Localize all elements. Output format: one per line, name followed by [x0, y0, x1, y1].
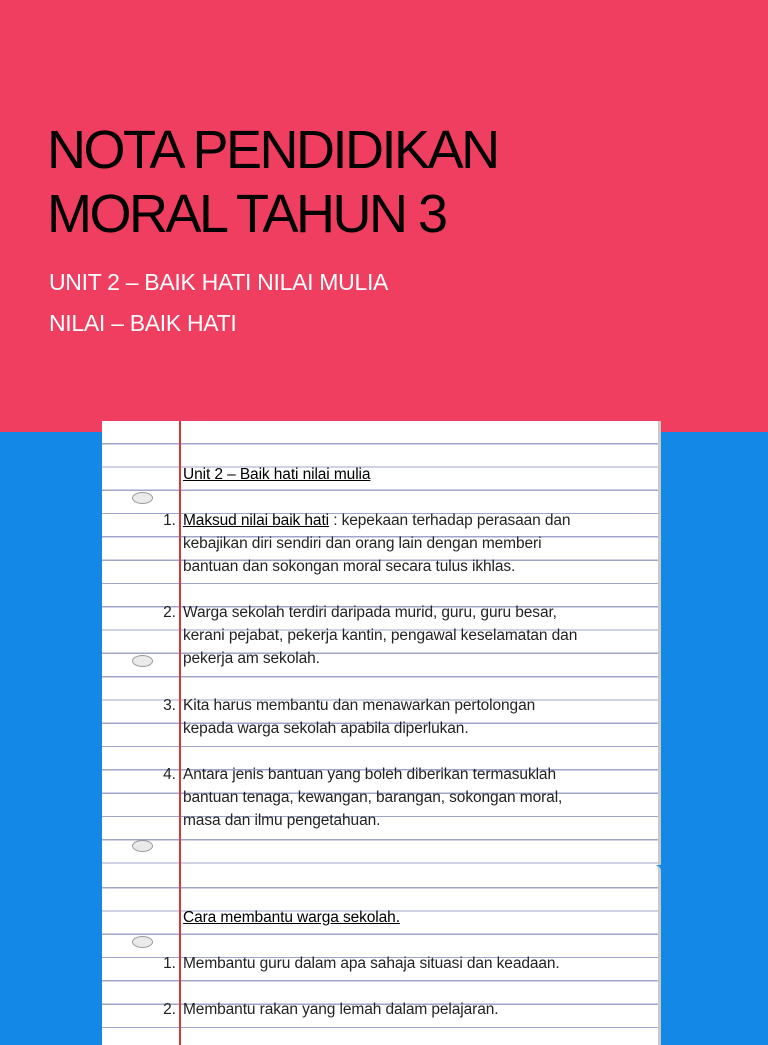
item-definition: : kepekaan terhadap perasaan dan: [329, 512, 571, 529]
item-number: 1.: [163, 512, 176, 529]
item-number: 2.: [163, 1001, 176, 1018]
binder-hole-icon: [132, 936, 153, 948]
item-text: pekerja am sekolah.: [183, 650, 320, 667]
notebook-page-1: [102, 421, 661, 865]
item-term: Maksud nilai baik hati: [183, 512, 329, 529]
list-item: [102, 511, 658, 534]
subtitle-value: NILAI – BAIK HATI: [49, 310, 237, 336]
page2-heading-row: [102, 908, 658, 931]
page1-heading-row: [102, 465, 658, 488]
title-line-2: MORAL TAHUN 3: [47, 184, 446, 244]
item-number: 2.: [163, 604, 176, 621]
item-text: kepada warga sekolah apabila diperlukan.: [183, 720, 469, 737]
item-text: kebajikan diri sendiri dan orang lain dengan memberi: [183, 535, 542, 552]
list-item: [102, 954, 658, 977]
binder-hole-icon: [132, 840, 153, 852]
item-text: Warga sekolah terdiri daripada murid, guru, guru besar,: [183, 604, 557, 621]
item-text: [183, 512, 570, 530]
item-text: bantuan tenaga, kewangan, barangan, sokongan moral,: [183, 789, 563, 806]
list-item-line: [102, 811, 658, 834]
binder-hole-icon: [132, 492, 153, 504]
list-item: [102, 696, 658, 719]
item-text: Kita harus membantu dan menawarkan pertolongan: [183, 697, 536, 714]
page-title: [47, 118, 747, 246]
list-item: [102, 765, 658, 788]
item-number: 3.: [163, 697, 176, 714]
item-text: kerani pejabat, pekerja kantin, pengawal keselamatan dan: [183, 627, 578, 644]
item-text: Antara jenis bantuan yang boleh diberikan termasuklah: [183, 766, 556, 783]
item-number: 4.: [163, 766, 176, 783]
list-item: [102, 603, 658, 626]
item-text: masa dan ilmu pengetahuan.: [183, 812, 381, 829]
page2-heading: Cara membantu warga sekolah.: [183, 909, 400, 926]
title-banner: [0, 0, 768, 432]
notebook-image: [102, 432, 658, 1024]
notebook-page-2: [102, 865, 661, 1045]
page1-heading: Unit 2 – Baik hati nilai mulia: [183, 466, 371, 483]
item-text: Membantu guru dalam apa sahaja situasi dan keadaan.: [183, 955, 560, 972]
list-item-line: [102, 557, 658, 580]
list-item: [102, 1000, 658, 1023]
item-number: 1.: [163, 955, 176, 972]
item-text: bantuan dan sokongan moral secara tulus ikhlas.: [183, 558, 516, 575]
list-item-line: [102, 788, 658, 811]
list-item-line: [102, 719, 658, 742]
list-item-line: [102, 534, 658, 557]
list-item-line: [102, 649, 658, 672]
title-line-1: NOTA PENDIDIKAN: [47, 120, 498, 180]
item-text: Membantu rakan yang lemah dalam pelajaran.: [183, 1001, 499, 1018]
list-item-line: [102, 626, 658, 649]
subtitle-unit: UNIT 2 – BAIK HATI NILAI MULIA: [49, 269, 389, 295]
